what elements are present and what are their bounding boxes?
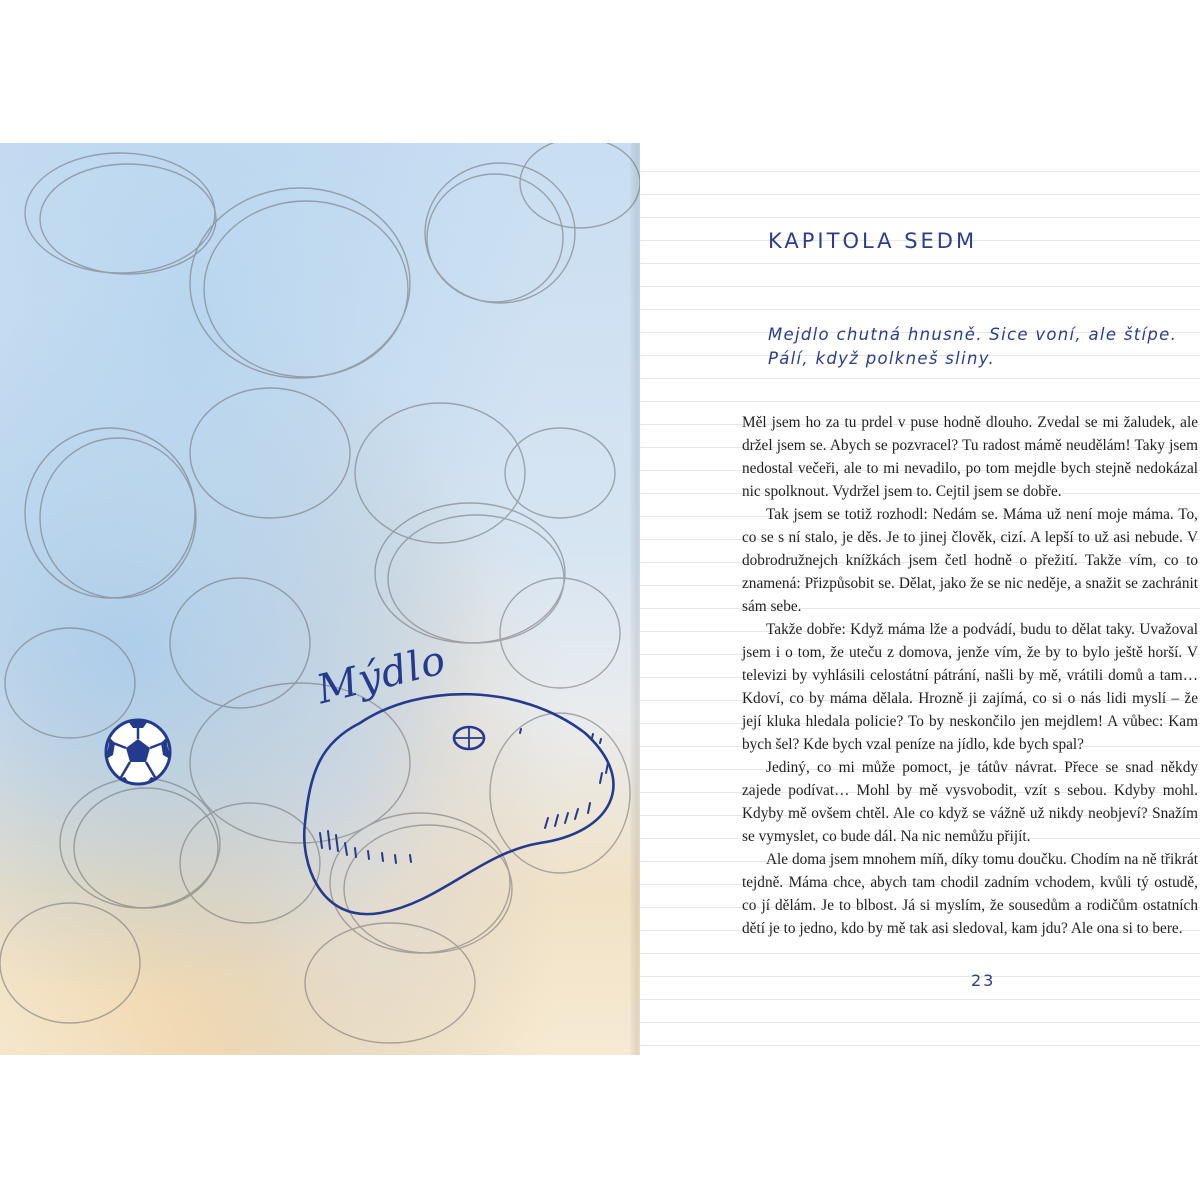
binding-shadow (630, 143, 640, 1055)
book-spread (0, 143, 1200, 1055)
soap-icon (304, 694, 613, 914)
illustration-page (0, 143, 640, 1055)
paragraph: Ale doma jsem mnohem míň, díky tomu doučku. Chodím na ně třikrát tejdně. Máma chce, abych tam chodil zadním vchodem, kvůli tý ostudě, co jí dělám. Je to blbost. Já si myslím, že sousedům a rodičům ostatních dětí je to jedno, kdo by mě tak asi sledoval, kam jdu? Ale ona si to bere. (742, 851, 1198, 937)
soccer-ball-icon (106, 720, 170, 784)
paragraph: Takže dobře: Když máma lže a podvádí, budu to dělat taky. Uvažoval jsem i o tom, že uteču z domova, jenže vím, že by to bylo ještě horší. V televizi by vyhlásili celostátní pátrání, našli by mě, vrátili domů a tam… Kdoví, co by máma dělala. Hrozně ji zajímá, co si o nás lidi myslí – že její kluka hledala policie? To by neskončilo jen mejdlem! A vůbec: Kam bych šel? Kde bych vzal peníze na jídlo, kde bych spal? (742, 621, 1198, 753)
epigraph-line: Mejdlo chutná hnusně. Sice voní, ale štípe. (768, 325, 1178, 344)
epigraph-line: Pálí, když polkneš sliny. (768, 349, 996, 368)
pencil-sketch (0, 143, 640, 1055)
soap-label: Mýdlo (312, 636, 451, 714)
epigraph (768, 323, 1198, 371)
paragraph: Tak jsem se totiž rozhodl: Nedám se. Máma už není moje máma. To, co se s ní stalo, je děs. Je to jinej člověk, cizí. A lepší to už asi nebude. V dobrodružnejch knížkách jsem četl hodně o přežití. Takže vím, co to znamená: Přizpůsobit se. Dělat, jako že se nic neděje, a snažit se zachránit sám sebe. (742, 506, 1198, 615)
chapter-body (742, 411, 1198, 940)
paragraph: Jediný, co mi může pomoct, je tátův návrat. Přece se snad někdy zajede podívat… Mohl by mě vysvobodit, vzít s sebou. Kdyby mohl. Kdyby mě ovšem chtěl. Ale co když se vážně už nikdy neobjeví? Snažím se vymyslet, co bude dál. Na nic nemůžu přijít. (742, 759, 1198, 845)
chapter-title: KAPITOLA SEDM (768, 229, 978, 253)
text-page (640, 143, 1200, 1055)
paragraph: Měl jsem ho za tu prdel v puse hodně dlouho. Zvedal se mi žaludek, ale držel jsem se. Abych se pozvracel? Tu radost mámě neudělám! Taky jsem nedostal večeři, ale to mi nevadilo, po tom mejdle bych stejně nedokázal nic spolknout. Vydržel jsem to. Cejtil jsem se dobře. (742, 414, 1198, 500)
page-number: 23 (971, 971, 996, 990)
